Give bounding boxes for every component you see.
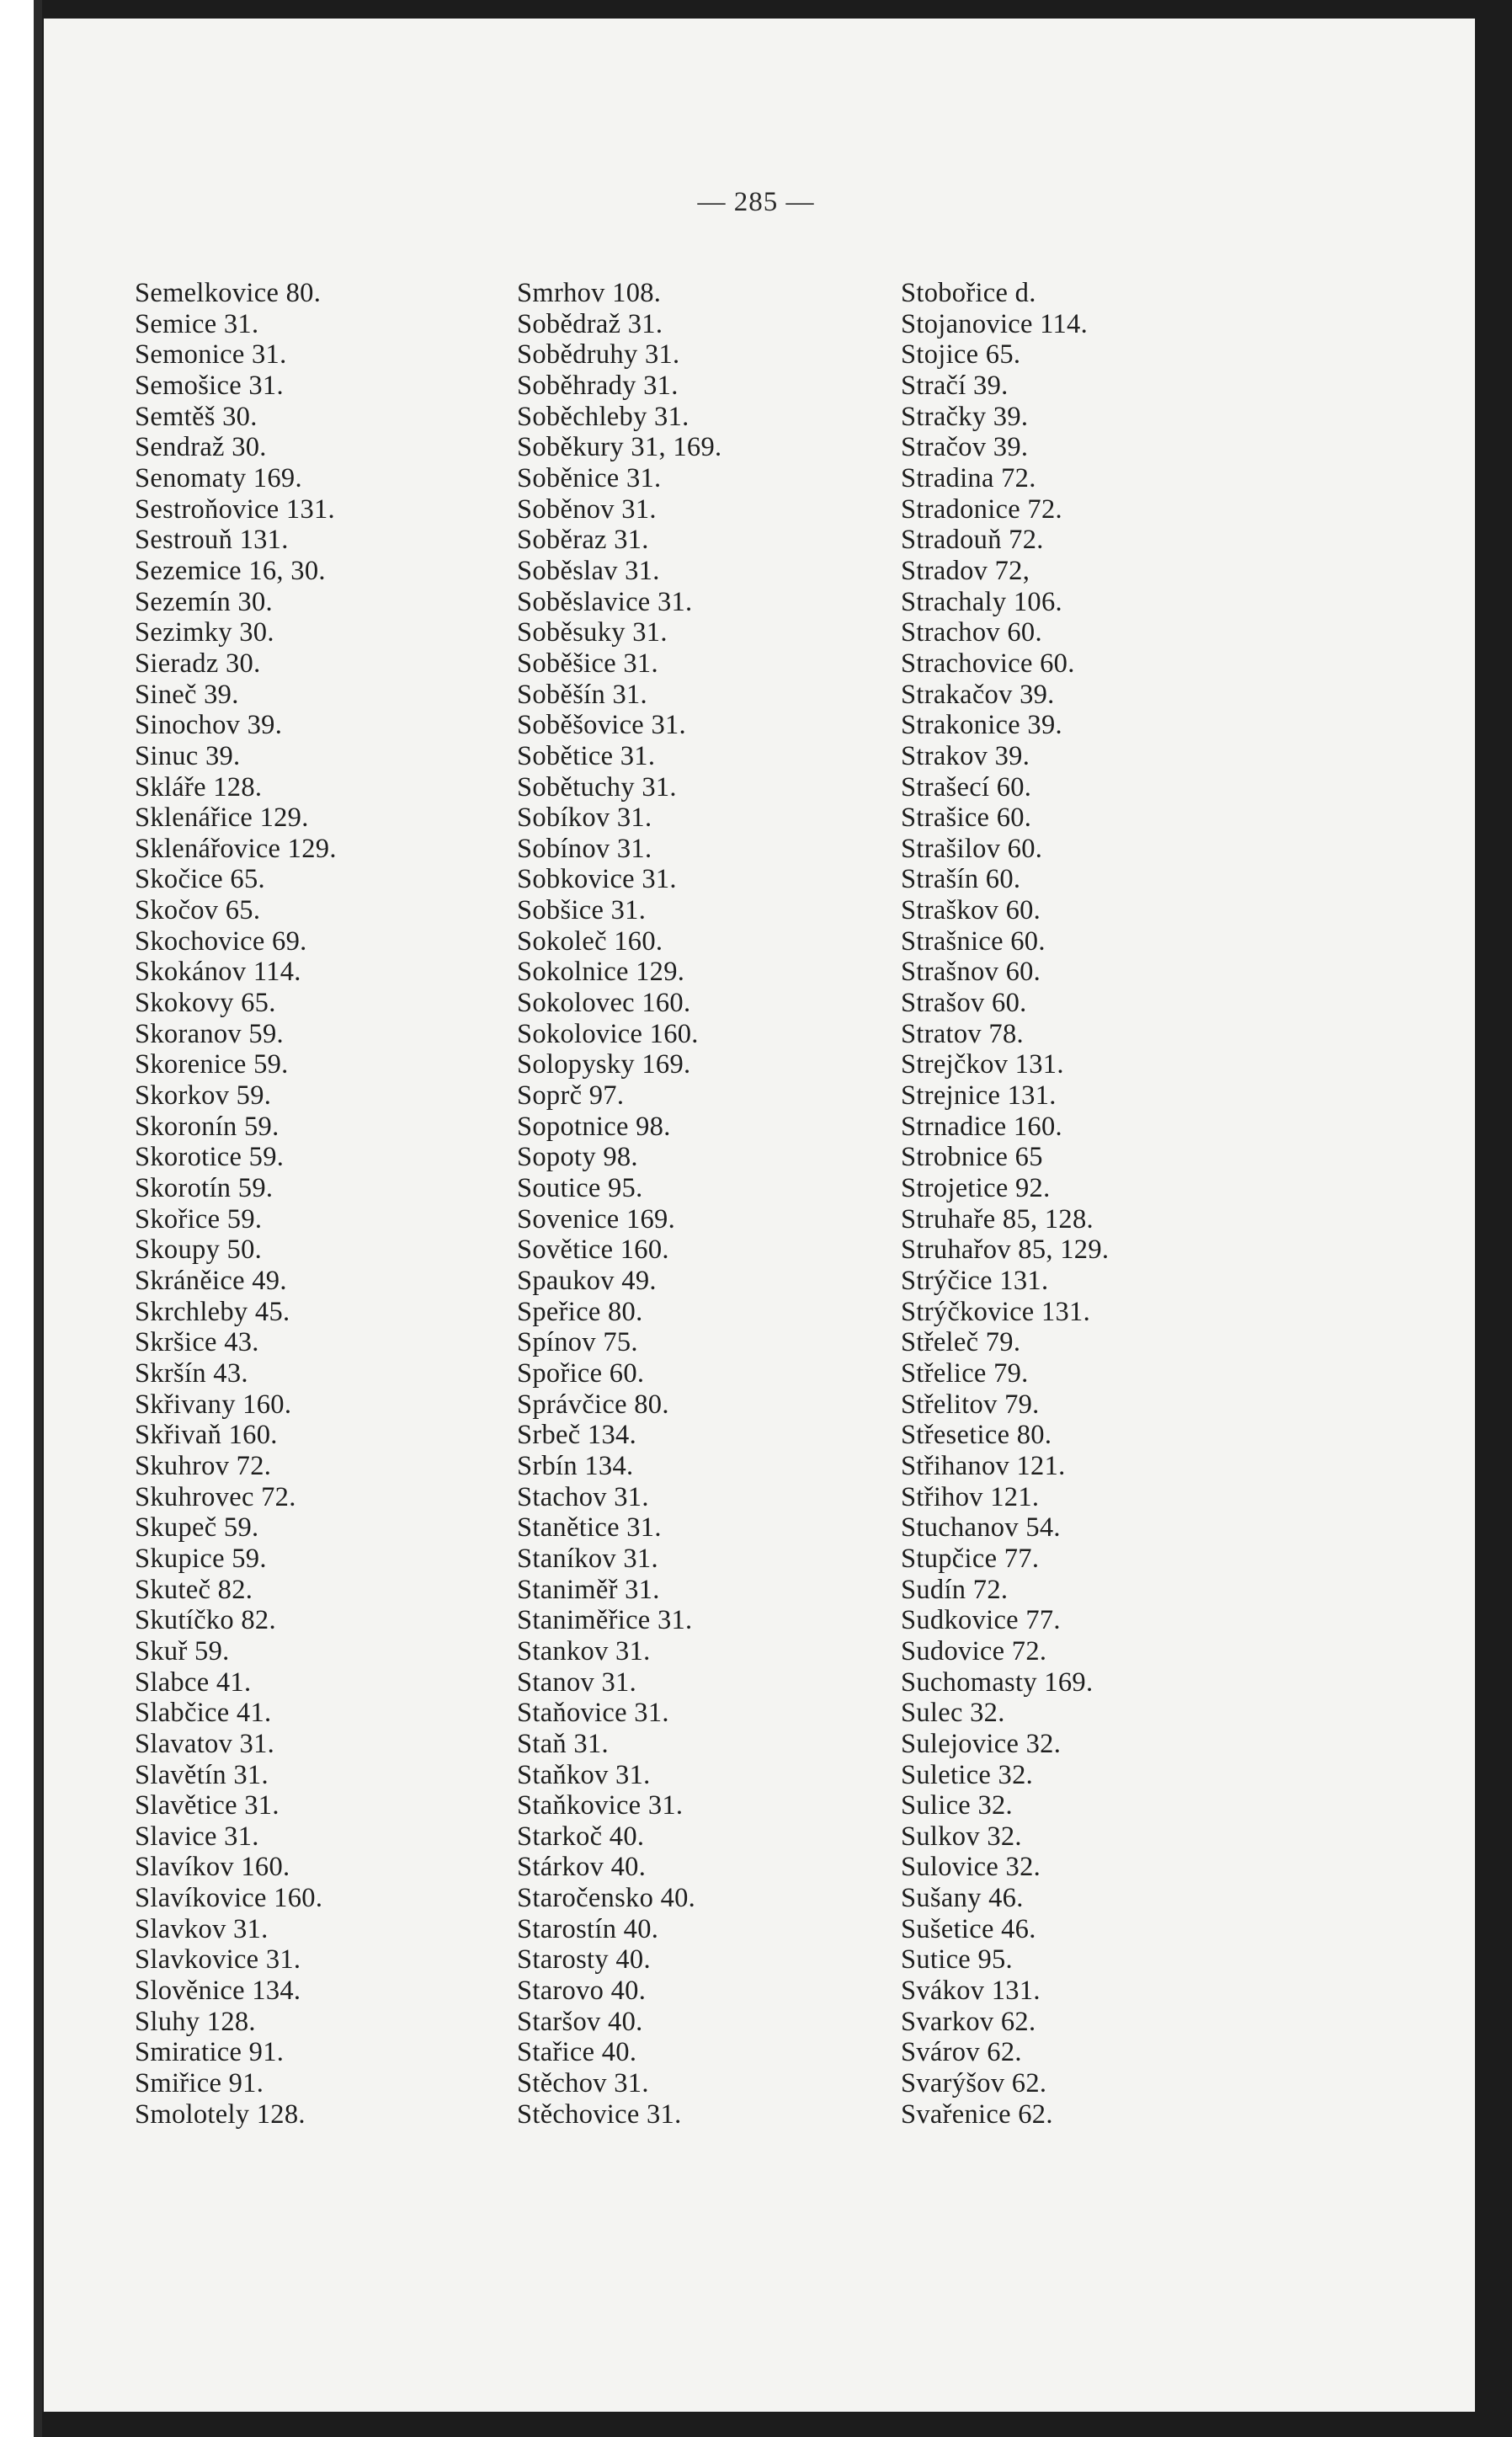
index-entry: Sokolnice 129. <box>517 957 685 988</box>
index-entry: Skoranov 59. <box>135 1018 284 1049</box>
index-entry: Střeleč 79. <box>901 1327 1021 1358</box>
page-number: — 285 — <box>697 187 815 217</box>
index-entry: Suletice 32. <box>901 1759 1034 1790</box>
index-entry: Spínov 75. <box>517 1327 638 1358</box>
index-entry: Sklenářovice 129. <box>135 833 337 864</box>
index-entry: Semošice 31. <box>135 370 284 401</box>
index-entry: Straškov 60. <box>901 895 1041 926</box>
index-entry: Strojetice 92. <box>901 1173 1051 1204</box>
index-entry: Strakonice 39. <box>901 710 1062 741</box>
index-entry: Stračov 39. <box>901 432 1029 463</box>
index-entry: Stárkov 40. <box>517 1852 647 1883</box>
index-entry: Skoronín 59. <box>135 1111 280 1142</box>
index-entry: Sinochov 39. <box>135 710 283 741</box>
index-entry: Sobkovice 31. <box>517 864 677 895</box>
index-entry: Stupčice 77. <box>901 1543 1040 1574</box>
index-entry: Strobnice 65 <box>901 1142 1043 1173</box>
index-entry: Svárov 62. <box>901 2037 1022 2068</box>
index-entry: Sezimky 30. <box>135 617 274 648</box>
index-entry: Strašov 60. <box>901 988 1027 1019</box>
index-column-2 <box>517 278 721 2130</box>
index-entry: Solopysky 169. <box>517 1049 691 1080</box>
index-entry: Stradonice 72. <box>901 493 1062 525</box>
binding-shadow <box>34 0 42 2437</box>
index-entry: Sudkovice 77. <box>901 1605 1061 1636</box>
index-entry: Sopotnice 98. <box>517 1111 671 1142</box>
index-entry: Soběšice 31. <box>517 648 658 679</box>
index-entry: Semice 31. <box>135 308 259 339</box>
index-entry: Staniměřice 31. <box>517 1605 693 1636</box>
index-entry: Strýčkovice 131. <box>901 1296 1091 1327</box>
index-entry: Slavkov 31. <box>135 1913 269 1944</box>
index-entry: Semelkovice 80. <box>135 278 322 308</box>
index-entry: Skoupy 50. <box>135 1234 263 1266</box>
index-entry: Stradina 72. <box>901 462 1036 493</box>
index-entry: Stachov 31. <box>517 1481 649 1512</box>
index-entry: Semonice 31. <box>135 339 287 371</box>
index-entry: Sušany 46. <box>901 1883 1024 1914</box>
index-entry: Stratov 78. <box>901 1018 1024 1049</box>
index-entry: Sovětice 160. <box>517 1234 669 1266</box>
index-entry: Skrchleby 45. <box>135 1296 290 1327</box>
index-entry: Sklenářice 129. <box>135 803 309 834</box>
index-entry: Skuř 59. <box>135 1635 230 1666</box>
index-entry: Soběchleby 31. <box>517 401 689 432</box>
index-entry: Strejnice 131. <box>901 1080 1057 1112</box>
index-entry: Stanětice 31. <box>517 1512 662 1544</box>
index-entry: Srbín 134. <box>517 1450 634 1481</box>
index-entry: Slabce 41. <box>135 1666 252 1698</box>
index-entry: Struhaře 85, 128. <box>901 1203 1094 1234</box>
index-entry: Skorotín 59. <box>135 1173 274 1204</box>
index-entry: Strachovice 60. <box>901 648 1075 679</box>
index-entry: Skupeč 59. <box>135 1512 259 1544</box>
index-entry: Slavětín 31. <box>135 1759 269 1790</box>
index-entry: Strašilov 60. <box>901 833 1043 864</box>
index-entry: Strnadice 160. <box>901 1111 1062 1142</box>
index-entry: Soprč 97. <box>517 1080 625 1112</box>
index-entry: Stobořice d. <box>901 278 1036 308</box>
index-entry: Stěchovice 31. <box>517 2098 682 2130</box>
index-entry: Soběnov 31. <box>517 493 657 525</box>
index-entry: Slavíkovice 160. <box>135 1883 323 1914</box>
index-entry: Skochovice 69. <box>135 925 307 957</box>
index-entry: Sopoty 98. <box>517 1142 638 1173</box>
index-entry: Skuhrovec 72. <box>135 1481 296 1512</box>
index-entry: Sokoleč 160. <box>517 925 663 957</box>
index-entry: Sokolovec 160. <box>517 988 691 1019</box>
index-entry: Smiřice 91. <box>135 2068 264 2099</box>
index-entry: Sieradz 30. <box>135 648 261 679</box>
index-entry: Senomaty 169. <box>135 462 302 493</box>
index-entry: Skokovy 65. <box>135 988 276 1019</box>
index-entry: Sendraž 30. <box>135 432 267 463</box>
index-entry: Stradov 72, <box>901 555 1030 586</box>
index-entry: Sulice 32. <box>901 1790 1013 1821</box>
index-entry: Střesetice 80. <box>901 1420 1052 1451</box>
index-entry: Strachov 60. <box>901 617 1042 648</box>
index-entry: Slavíkov 160. <box>135 1852 290 1883</box>
index-entry: Sestrouň 131. <box>135 525 289 556</box>
index-entry: Skorotice 59. <box>135 1142 285 1173</box>
index-entry: Staročensko 40. <box>517 1883 696 1914</box>
index-entry: Soběnice 31. <box>517 462 662 493</box>
index-entry: Slavkovice 31. <box>135 1944 301 1976</box>
index-entry: Sinuc 39. <box>135 740 241 771</box>
index-entry: Strakačov 39. <box>901 679 1055 710</box>
index-entry: Sokolovice 160. <box>517 1018 699 1049</box>
index-entry: Stankov 31. <box>517 1635 651 1666</box>
index-entry: Soběhrady 31. <box>517 370 679 401</box>
index-entry: Stojanovice 114. <box>901 308 1089 339</box>
index-entry: Slabčice 41. <box>135 1698 272 1729</box>
index-entry: Strašice 60. <box>901 803 1032 834</box>
index-entry: Sutice 95. <box>901 1944 1013 1976</box>
index-entry: Soběšín 31. <box>517 679 647 710</box>
index-entry: Semtěš 30. <box>135 401 258 432</box>
index-entry: Sobínov 31. <box>517 833 652 864</box>
index-entry: Sovenice 169. <box>517 1203 676 1234</box>
index-entry: Svákov 131. <box>901 1976 1041 2007</box>
index-entry: Soběraz 31. <box>517 525 649 556</box>
index-entry: Střihanov 121. <box>901 1450 1066 1481</box>
index-entry: Slavětice 31. <box>135 1790 280 1821</box>
index-entry: Svarkov 62. <box>901 2006 1036 2037</box>
index-entry: Spaukov 49. <box>517 1266 657 1296</box>
index-entry: Staniměř 31. <box>517 1574 660 1605</box>
index-entry: Stěchov 31. <box>517 2068 649 2099</box>
index-entry: Strachaly 106. <box>901 586 1062 617</box>
index-entry: Sezemín 30. <box>135 586 273 617</box>
index-entry: Strašnice 60. <box>901 925 1046 957</box>
index-entry: Soutice 95. <box>517 1173 643 1204</box>
index-entry: Sulec 32. <box>901 1698 1005 1729</box>
index-entry: Speřice 80. <box>517 1296 643 1327</box>
index-entry: Strýčice 131. <box>901 1266 1049 1296</box>
index-entry: Starostín 40. <box>517 1913 659 1944</box>
index-entry: Stradouň 72. <box>901 525 1044 556</box>
index-entry: Sobědraž 31. <box>517 308 663 339</box>
index-entry: Staň 31. <box>517 1728 609 1759</box>
index-entry: Skršice 43. <box>135 1327 259 1358</box>
index-entry: Stračí 39. <box>901 370 1009 401</box>
index-entry: Slavice 31. <box>135 1821 259 1852</box>
index-entry: Svařenice 62. <box>901 2098 1053 2130</box>
index-entry: Sudovice 72. <box>901 1635 1047 1666</box>
index-entry: Střelice 79. <box>901 1357 1029 1389</box>
index-entry: Sulkov 32. <box>901 1821 1022 1852</box>
left-page-edge <box>0 0 34 2437</box>
index-entry: Sulejovice 32. <box>901 1728 1062 1759</box>
index-entry: Strašín 60. <box>901 864 1021 895</box>
index-entry: Slavatov 31. <box>135 1728 275 1759</box>
index-entry: Správčice 80. <box>517 1389 669 1420</box>
index-entry: Smiratice 91. <box>135 2037 285 2068</box>
index-entry: Střihov 121. <box>901 1481 1040 1512</box>
index-entry: Sezemice 16, 30. <box>135 555 326 586</box>
index-entry: Skřivany 160. <box>135 1389 292 1420</box>
index-entry: Skokánov 114. <box>135 957 301 988</box>
index-entry: Strašecí 60. <box>901 771 1032 803</box>
index-entry: Stařice 40. <box>517 2037 637 2068</box>
index-entry: Skočov 65. <box>135 895 261 926</box>
index-entry: Skuteč 82. <box>135 1574 253 1605</box>
index-entry: Staňovice 31. <box>517 1698 669 1729</box>
index-entry: Soběslavice 31. <box>517 586 693 617</box>
index-entry: Skršín 43. <box>135 1357 248 1389</box>
index-entry: Sobědruhy 31. <box>517 339 680 371</box>
index-entry: Sineč 39. <box>135 679 239 710</box>
index-entry: Skřivaň 160. <box>135 1420 278 1451</box>
index-entry: Sušetice 46. <box>901 1913 1036 1944</box>
index-entry: Soběslav 31. <box>517 555 660 586</box>
index-entry: Skorenice 59. <box>135 1049 289 1080</box>
index-entry: Skorkov 59. <box>135 1080 272 1112</box>
index-entry: Strakov 39. <box>901 740 1030 771</box>
index-entry: Skutíčko 82. <box>135 1605 276 1636</box>
index-entry: Struhařov 85, 129. <box>901 1234 1110 1266</box>
index-entry: Spořice 60. <box>517 1357 645 1389</box>
index-entry: Starovo 40. <box>517 1976 647 2007</box>
index-entry: Stojice 65. <box>901 339 1021 371</box>
index-entry: Sestroňovice 131. <box>135 493 335 525</box>
index-entry: Skuhrov 72. <box>135 1450 272 1481</box>
index-entry: Stračky 39. <box>901 401 1029 432</box>
index-entry: Starkoč 40. <box>517 1821 645 1852</box>
index-entry: Strašnov 60. <box>901 957 1041 988</box>
index-entry: Starosty 40. <box>517 1944 651 1976</box>
index-entry: Soběšovice 31. <box>517 710 686 741</box>
index-entry: Stanov 31. <box>517 1666 637 1698</box>
index-entry: Sulovice 32. <box>901 1852 1041 1883</box>
index-column-3 <box>901 278 1109 2130</box>
index-entry: Smrhov 108. <box>517 278 662 308</box>
index-entry: Skupice 59. <box>135 1543 267 1574</box>
index-entry: Sluhy 128. <box>135 2006 256 2037</box>
index-entry: Stuchanov 54. <box>901 1512 1061 1544</box>
index-entry: Sobětuchy 31. <box>517 771 677 803</box>
index-entry: Sobíkov 31. <box>517 803 652 834</box>
index-entry: Slověnice 134. <box>135 1976 301 2007</box>
index-entry: Smolotely 128. <box>135 2098 306 2130</box>
index-entry: Srbeč 134. <box>517 1420 636 1451</box>
index-entry: Soběsuky 31. <box>517 617 668 648</box>
index-entry: Staňkov 31. <box>517 1759 651 1790</box>
index-entry: Staníkov 31. <box>517 1543 658 1574</box>
index-entry: Sobětice 31. <box>517 740 656 771</box>
index-entry: Staňkovice 31. <box>517 1790 684 1821</box>
index-column-1 <box>135 278 337 2130</box>
index-entry: Skočice 65. <box>135 864 265 895</box>
index-entry: Suchomasty 169. <box>901 1666 1094 1698</box>
index-entry: Sobšice 31. <box>517 895 647 926</box>
index-entry: Střelitov 79. <box>901 1389 1040 1420</box>
index-entry: Skráněice 49. <box>135 1266 287 1296</box>
index-entry: Svarýšov 62. <box>901 2068 1047 2099</box>
index-entry: Skláře 128. <box>135 771 263 803</box>
index-entry: Staršov 40. <box>517 2006 643 2037</box>
index-entry: Strejčkov 131. <box>901 1049 1064 1080</box>
index-entry: Skořice 59. <box>135 1203 263 1234</box>
index-entry: Soběkury 31, 169. <box>517 432 722 463</box>
index-entry: Sudín 72. <box>901 1574 1009 1605</box>
